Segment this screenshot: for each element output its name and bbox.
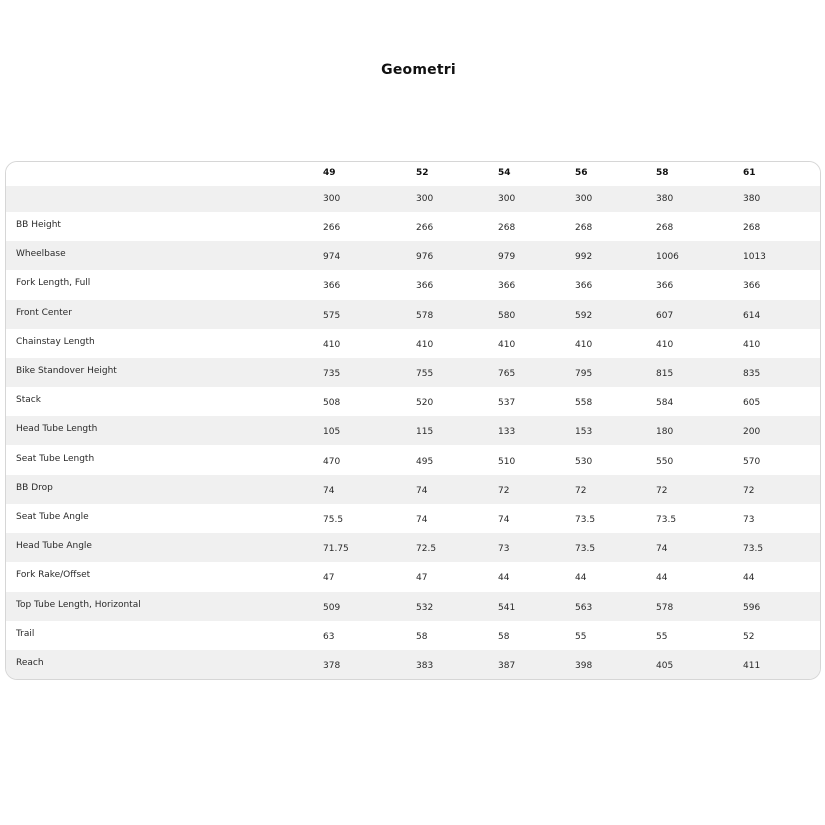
table-cell: 387: [498, 661, 516, 671]
table-cell: 180: [656, 427, 674, 438]
table-cell: 1013: [743, 252, 766, 263]
size-header: 56: [575, 168, 588, 178]
row-label: Stack: [16, 395, 41, 406]
table-cell: 411: [743, 661, 761, 671]
table-cell: 578: [416, 310, 434, 321]
table-cell: 72: [575, 485, 587, 496]
table-cell: 44: [743, 573, 755, 584]
table-cell: 405: [656, 661, 674, 671]
table-cell: 835: [743, 369, 761, 379]
table-cell: 200: [743, 427, 761, 438]
table-header-row: [6, 162, 820, 186]
size-header: 52: [416, 168, 429, 178]
table-cell: 73.5: [575, 544, 596, 555]
table-cell: 47: [416, 573, 428, 584]
table-row: [6, 592, 820, 621]
table-cell: 366: [323, 281, 341, 292]
table-cell: 976: [416, 252, 434, 263]
table-cell: 300: [575, 194, 593, 204]
row-label: Reach: [16, 658, 44, 668]
table-cell: 410: [498, 339, 516, 350]
table-cell: 530: [575, 456, 593, 467]
table-cell: 74: [416, 485, 428, 496]
table-cell: 383: [416, 661, 434, 671]
table-cell: 510: [498, 456, 516, 467]
table-row: [6, 329, 820, 358]
table-cell: 614: [743, 310, 761, 321]
table-cell: 58: [498, 631, 510, 642]
table-cell: 378: [323, 661, 341, 671]
row-label: Seat Tube Angle: [16, 512, 89, 522]
table-cell: 563: [575, 602, 593, 613]
table-cell: 398: [575, 661, 593, 671]
table-row: [6, 475, 820, 504]
table-row: [6, 504, 820, 533]
table-cell: 73: [743, 515, 755, 525]
table-cell: 44: [575, 573, 587, 584]
table-cell: 578: [656, 602, 674, 613]
table-cell: 300: [416, 194, 434, 204]
table-row: [6, 212, 820, 241]
table-cell: 410: [416, 339, 434, 350]
table-cell: 105: [323, 427, 341, 438]
table-cell: 72: [656, 485, 668, 496]
table-cell: 58: [416, 631, 428, 642]
table-cell: 380: [656, 194, 674, 204]
table-cell: 470: [323, 456, 341, 467]
table-cell: 584: [656, 398, 674, 409]
table-row: [6, 562, 820, 591]
table-cell: 366: [575, 281, 593, 292]
table-cell: 410: [743, 339, 761, 350]
table-cell: 75.5: [323, 515, 344, 525]
table-cell: 268: [575, 223, 593, 233]
table-cell: 55: [575, 631, 587, 642]
table-cell: 541: [498, 602, 516, 613]
table-cell: 366: [498, 281, 516, 292]
table-cell: 735: [323, 369, 341, 379]
table-cell: 268: [656, 223, 674, 233]
table-cell: 558: [575, 398, 593, 409]
table-cell: 795: [575, 369, 593, 379]
size-header: 61: [743, 168, 756, 178]
table-cell: 72.5: [416, 544, 437, 555]
table-cell: 592: [575, 310, 593, 321]
table-cell: 73.5: [743, 544, 764, 555]
table-cell: 974: [323, 252, 341, 263]
table-cell: 71.75: [323, 544, 349, 555]
table-cell: 73.5: [656, 515, 677, 525]
table-row: [6, 387, 820, 416]
table-cell: 63: [323, 631, 335, 642]
table-cell: 52: [743, 631, 755, 642]
table-cell: 570: [743, 456, 761, 467]
table-cell: 575: [323, 310, 341, 321]
table-cell: 596: [743, 602, 761, 613]
table-cell: 607: [656, 310, 674, 321]
table-cell: 74: [323, 485, 335, 496]
table-cell: 410: [323, 339, 341, 350]
row-label: Wheelbase: [16, 249, 66, 260]
row-label: Head Tube Length: [16, 424, 98, 435]
table-cell: 605: [743, 398, 761, 409]
table-cell: 72: [743, 485, 755, 496]
table-cell: 73: [498, 544, 510, 555]
table-cell: 366: [743, 281, 761, 292]
table-row: [6, 416, 820, 445]
table-row: [6, 446, 820, 475]
table-row: [6, 533, 820, 562]
row-label: Fork Length, Full: [16, 278, 91, 289]
geometry-table: [5, 161, 821, 680]
table-cell: 44: [656, 573, 668, 584]
table-row: [6, 241, 820, 270]
table-cell: 815: [656, 369, 674, 379]
size-header: 54: [498, 168, 511, 178]
row-label: Top Tube Length, Horizontal: [16, 599, 141, 610]
table-cell: 508: [323, 398, 341, 409]
table-row: [6, 186, 820, 212]
table-cell: 992: [575, 252, 593, 263]
row-label: Fork Rake/Offset: [16, 570, 91, 581]
row-label: Seat Tube Length: [16, 453, 95, 464]
table-cell: 47: [323, 573, 335, 584]
table-cell: 550: [656, 456, 674, 467]
row-label: Head Tube Angle: [16, 541, 92, 552]
table-row: [6, 621, 820, 650]
table-cell: 74: [416, 515, 428, 525]
table-row: [6, 650, 820, 679]
table-cell: 755: [416, 369, 434, 379]
table-cell: 115: [416, 427, 434, 438]
table-cell: 268: [498, 223, 516, 233]
table-cell: 509: [323, 602, 341, 613]
table-cell: 765: [498, 369, 516, 379]
table-cell: 44: [498, 573, 510, 584]
table-cell: 74: [498, 515, 510, 525]
table-cell: 268: [743, 223, 761, 233]
table-cell: 1006: [656, 252, 679, 263]
table-cell: 73.5: [575, 515, 596, 525]
table-cell: 266: [416, 223, 434, 233]
size-header: 58: [656, 168, 669, 178]
table-cell: 532: [416, 602, 434, 613]
table-cell: 300: [323, 194, 341, 204]
row-label: BB Drop: [16, 482, 53, 493]
table-cell: 72: [498, 485, 510, 496]
table-row: [6, 358, 820, 387]
table-cell: 979: [498, 252, 516, 263]
table-cell: 410: [656, 339, 674, 350]
row-label: Chainstay Length: [16, 336, 95, 347]
table-cell: 366: [416, 281, 434, 292]
table-cell: 266: [323, 223, 341, 233]
page-title: Geometri: [381, 62, 456, 78]
table-cell: 153: [575, 427, 593, 438]
table-row: [6, 300, 820, 329]
table-row: [6, 270, 820, 299]
table-cell: 133: [498, 427, 516, 438]
row-label: Trail: [16, 628, 35, 639]
table-cell: 520: [416, 398, 434, 409]
table-cell: 55: [656, 631, 668, 642]
row-label: BB Height: [16, 220, 61, 230]
table-cell: 410: [575, 339, 593, 350]
row-label: Front Center: [16, 307, 72, 318]
table-cell: 580: [498, 310, 516, 321]
table-cell: 380: [743, 194, 761, 204]
size-header: 49: [323, 168, 336, 178]
row-label: Bike Standover Height: [16, 366, 117, 376]
table-cell: 74: [656, 544, 668, 555]
table-cell: 366: [656, 281, 674, 292]
table-cell: 537: [498, 398, 516, 409]
table-cell: 300: [498, 194, 516, 204]
table-cell: 495: [416, 456, 434, 467]
